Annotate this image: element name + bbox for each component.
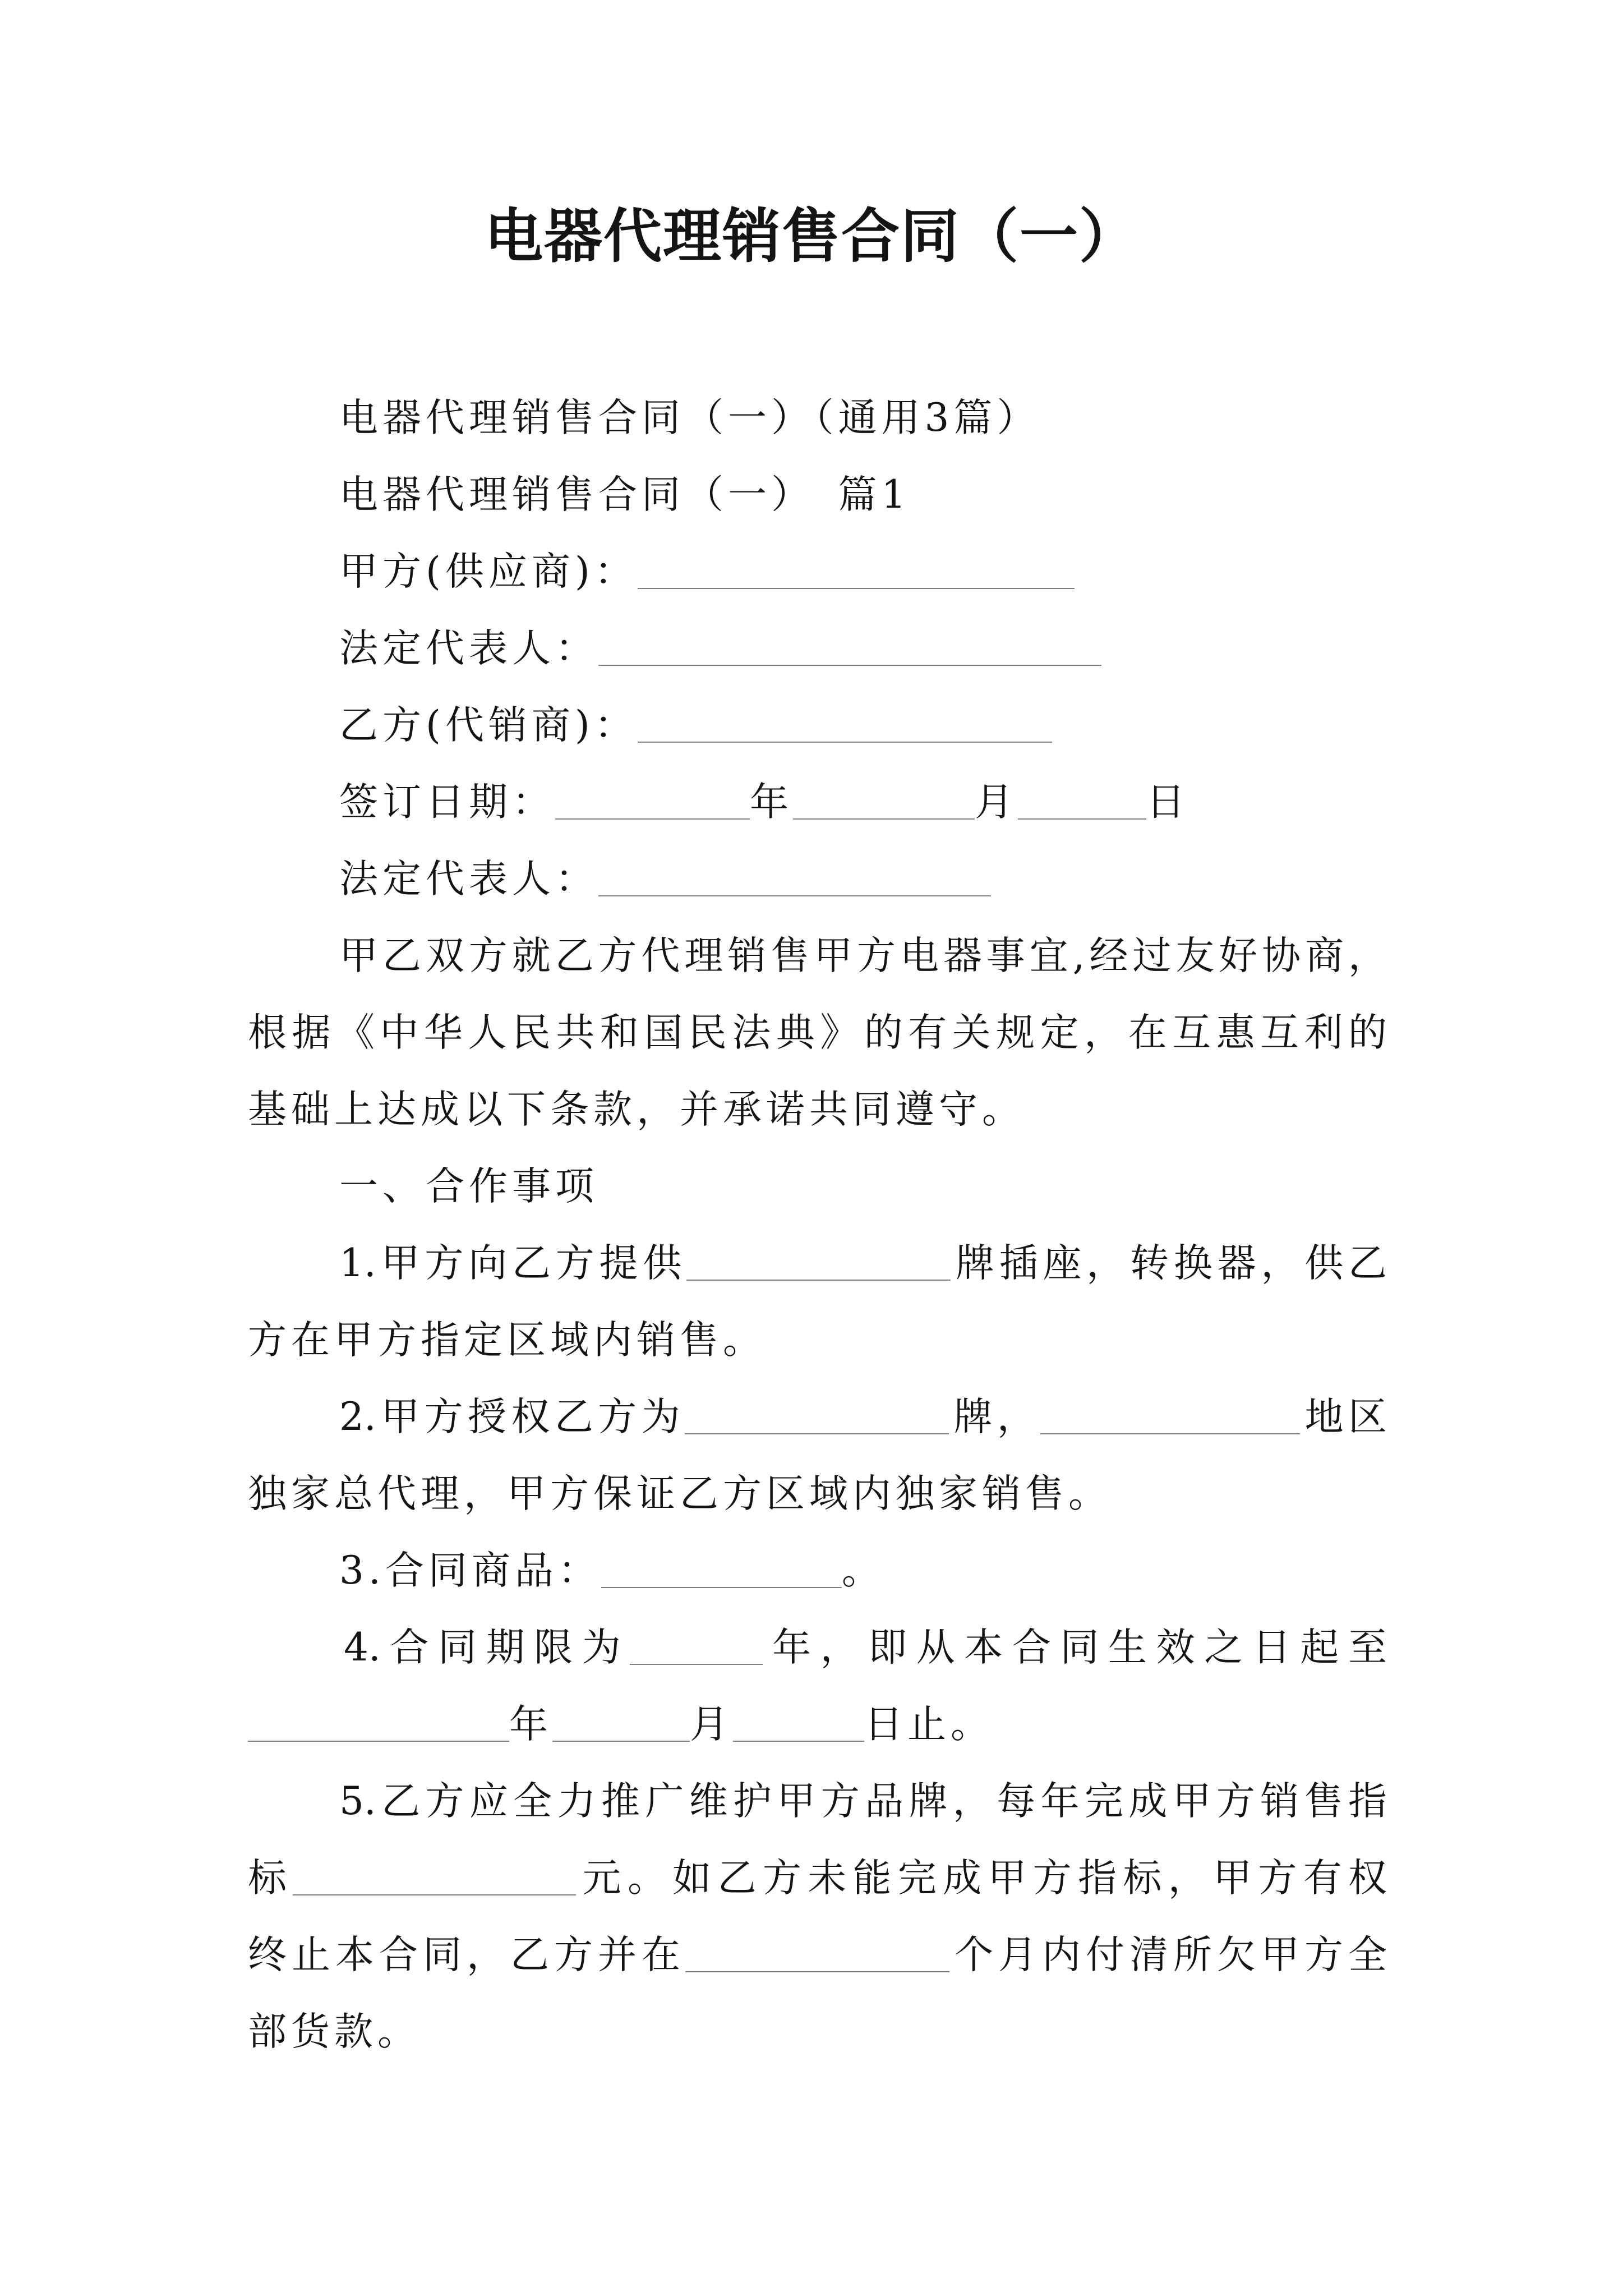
clause-1-line	[248, 1225, 1387, 1302]
clause-2-brand-blank	[685, 1433, 949, 1434]
clause-3-text-before: 3.合同商品：	[339, 1548, 601, 1593]
clause-5-target-blank	[293, 1894, 576, 1895]
clause-5-text-before: 标	[248, 1856, 293, 1901]
clause-5-payment-line	[248, 1917, 1387, 1994]
clause-4-text-after: 年，即从本合同生效之日起至	[763, 1625, 1387, 1670]
preamble-line: 根据《中华人民共和国民法典》的有关规定，在互惠互利的	[248, 1010, 1387, 1055]
collection-title: 电器代理销售合同（一）（通用3篇）	[339, 395, 1040, 440]
signing-day-blank	[1018, 818, 1146, 820]
signing-month-unit: 月	[975, 780, 1018, 825]
party-a-line	[248, 533, 1387, 610]
clause-1-brand-blank	[686, 1280, 951, 1281]
party-b-blank	[638, 742, 1052, 743]
signing-day-unit: 日	[1146, 780, 1189, 825]
document-title: 电器代理销售合同（一）	[484, 201, 1138, 270]
clause-2-line	[248, 1379, 1387, 1456]
legal-rep-b-label: 法定代表人：	[339, 857, 598, 901]
preamble-line: 甲乙双方就乙方代理销售甲方电器事宜,经过友好协商，	[339, 933, 1387, 978]
clause-4-end-day-blank	[733, 1741, 864, 1742]
clause-5-payment-after: 个月内付清所欠甲方全	[949, 1932, 1387, 1977]
contract-body	[248, 380, 1387, 2070]
clause-4-text-before: 4.合同期限为	[344, 1625, 630, 1670]
legal-rep-a-label: 法定代表人：	[339, 626, 598, 671]
clause-1-text-after: 牌插座，转换器，供乙	[951, 1241, 1387, 1286]
clause-2-continuation: 独家总代理，甲方保证乙方区域内独家销售。	[248, 1471, 1112, 1516]
clause-3-text-after: 。	[841, 1548, 885, 1593]
clause-4-month-unit: 月	[690, 1702, 733, 1747]
party-b-line	[248, 687, 1387, 764]
party-a-blank	[638, 588, 1075, 589]
signing-date-label: 签订日期：	[339, 780, 555, 825]
clause-4-end-month-blank	[552, 1741, 690, 1742]
clause-3-line	[248, 1533, 1387, 1609]
party-a-label: 甲方(供应商)：	[339, 549, 638, 594]
clause-5-final-line: 部货款。	[248, 2009, 421, 2054]
signing-year-blank	[555, 818, 750, 820]
clause-4-term-blank	[630, 1664, 763, 1665]
legal-rep-b-blank	[598, 895, 991, 896]
section-heading: 一、合作事项	[339, 1164, 598, 1209]
clause-4-year-unit: 年	[509, 1702, 552, 1747]
article-title: 电器代理销售合同（一） 篇1	[339, 472, 911, 517]
signing-date-line	[248, 764, 1387, 841]
signing-month-blank	[793, 818, 975, 820]
clause-2-text-after: 地区	[1300, 1395, 1387, 1439]
clause-1-text-before: 1.甲方向乙方提供	[339, 1241, 687, 1286]
clause-4-day-suffix: 日止。	[864, 1702, 994, 1747]
clause-5-text-after: 元。如乙方未能完成甲方指标，甲方有权	[576, 1856, 1387, 1901]
clause-2-text-middle: 牌，	[949, 1395, 1041, 1439]
clause-5-target-line	[248, 1840, 1387, 1917]
legal-rep-a-blank	[598, 665, 1101, 666]
clause-4-end-date-line	[248, 1686, 1387, 1763]
legal-rep-b-line	[248, 841, 1387, 918]
clause-5-months-blank	[685, 1971, 949, 1972]
clause-3-goods-blank	[601, 1587, 842, 1588]
clause-4-end-year-blank	[248, 1741, 509, 1742]
preamble-line: 基础上达成以下条款，并承诺共同遵守。	[248, 1087, 1025, 1132]
party-b-label: 乙方(代销商)：	[339, 703, 638, 748]
clause-4-line	[248, 1609, 1387, 1686]
clause-1-continuation: 方在甲方指定区域内销售。	[248, 1318, 766, 1363]
clause-5-payment-before: 终止本合同，乙方并在	[248, 1932, 685, 1977]
legal-rep-a-line	[248, 610, 1387, 687]
clause-2-region-blank	[1040, 1433, 1300, 1434]
signing-year-unit: 年	[750, 780, 793, 825]
clause-2-text-before: 2.甲方授权乙方为	[339, 1395, 685, 1439]
clause-5-line: 5.乙方应全力推广维护甲方品牌，每年完成甲方销售指	[339, 1779, 1387, 1824]
